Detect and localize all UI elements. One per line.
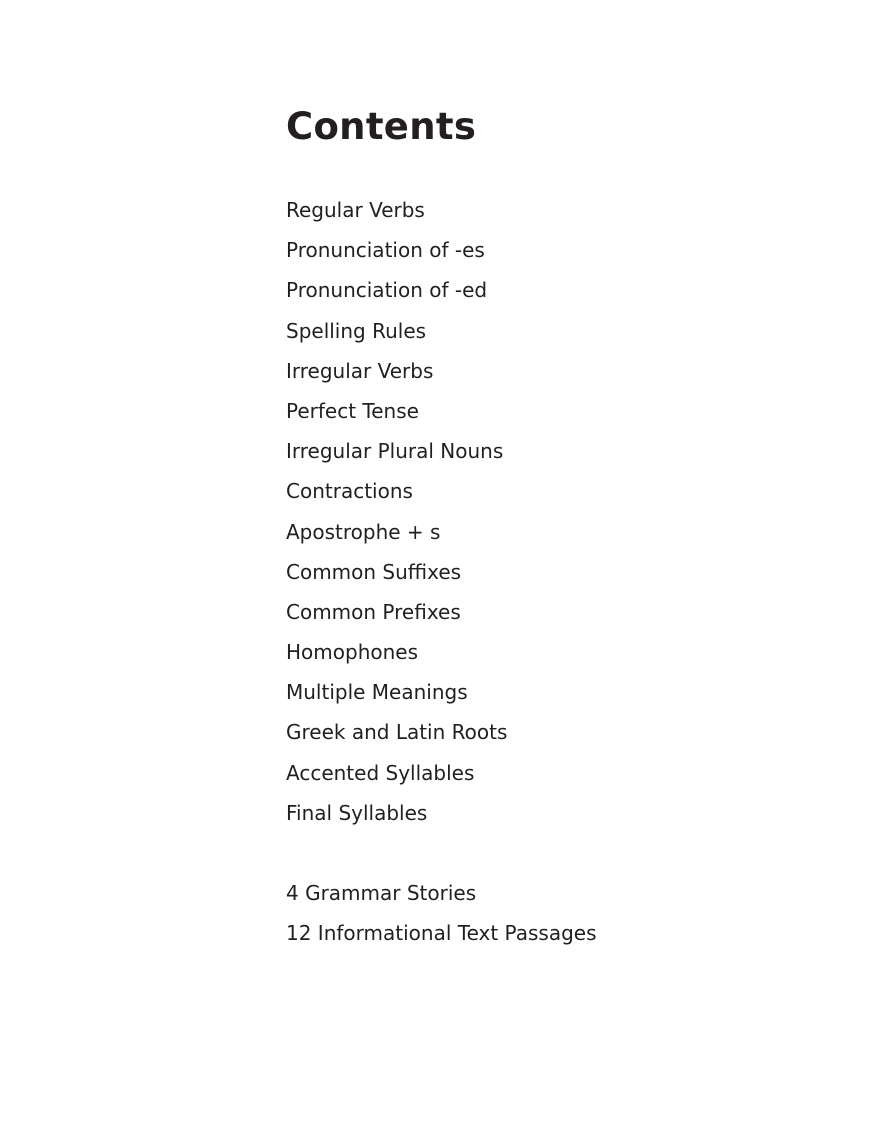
- toc-item: Common Suffixes: [286, 559, 462, 584]
- page-title: Contents: [286, 105, 477, 148]
- toc-item: Pronunciation of -ed: [286, 278, 488, 303]
- toc-item: Homophones: [286, 640, 419, 665]
- toc-item: Apostrophe + s: [286, 519, 441, 544]
- table-of-contents: [286, 190, 507, 833]
- toc-item: Regular Verbs: [286, 198, 425, 222]
- toc-item: Multiple Meanings: [286, 680, 468, 705]
- extras-item: 12 Informational Text Passages: [286, 921, 597, 946]
- toc-item: Spelling Rules: [286, 318, 427, 343]
- toc-item: Accented Syllables: [286, 760, 475, 785]
- toc-item: Irregular Plural Nouns: [286, 439, 504, 464]
- toc-item: Perfect Tense: [286, 398, 419, 423]
- toc-item: Final Syllables: [286, 800, 428, 825]
- toc-item: Pronunciation of -es: [286, 238, 485, 263]
- extras-list: [286, 873, 597, 953]
- extras-item: 4 Grammar Stories: [286, 881, 477, 905]
- toc-item: Common Prefixes: [286, 599, 461, 624]
- toc-item: Greek and Latin Roots: [286, 720, 508, 745]
- toc-item: Contractions: [286, 479, 413, 504]
- toc-item: Irregular Verbs: [286, 358, 434, 383]
